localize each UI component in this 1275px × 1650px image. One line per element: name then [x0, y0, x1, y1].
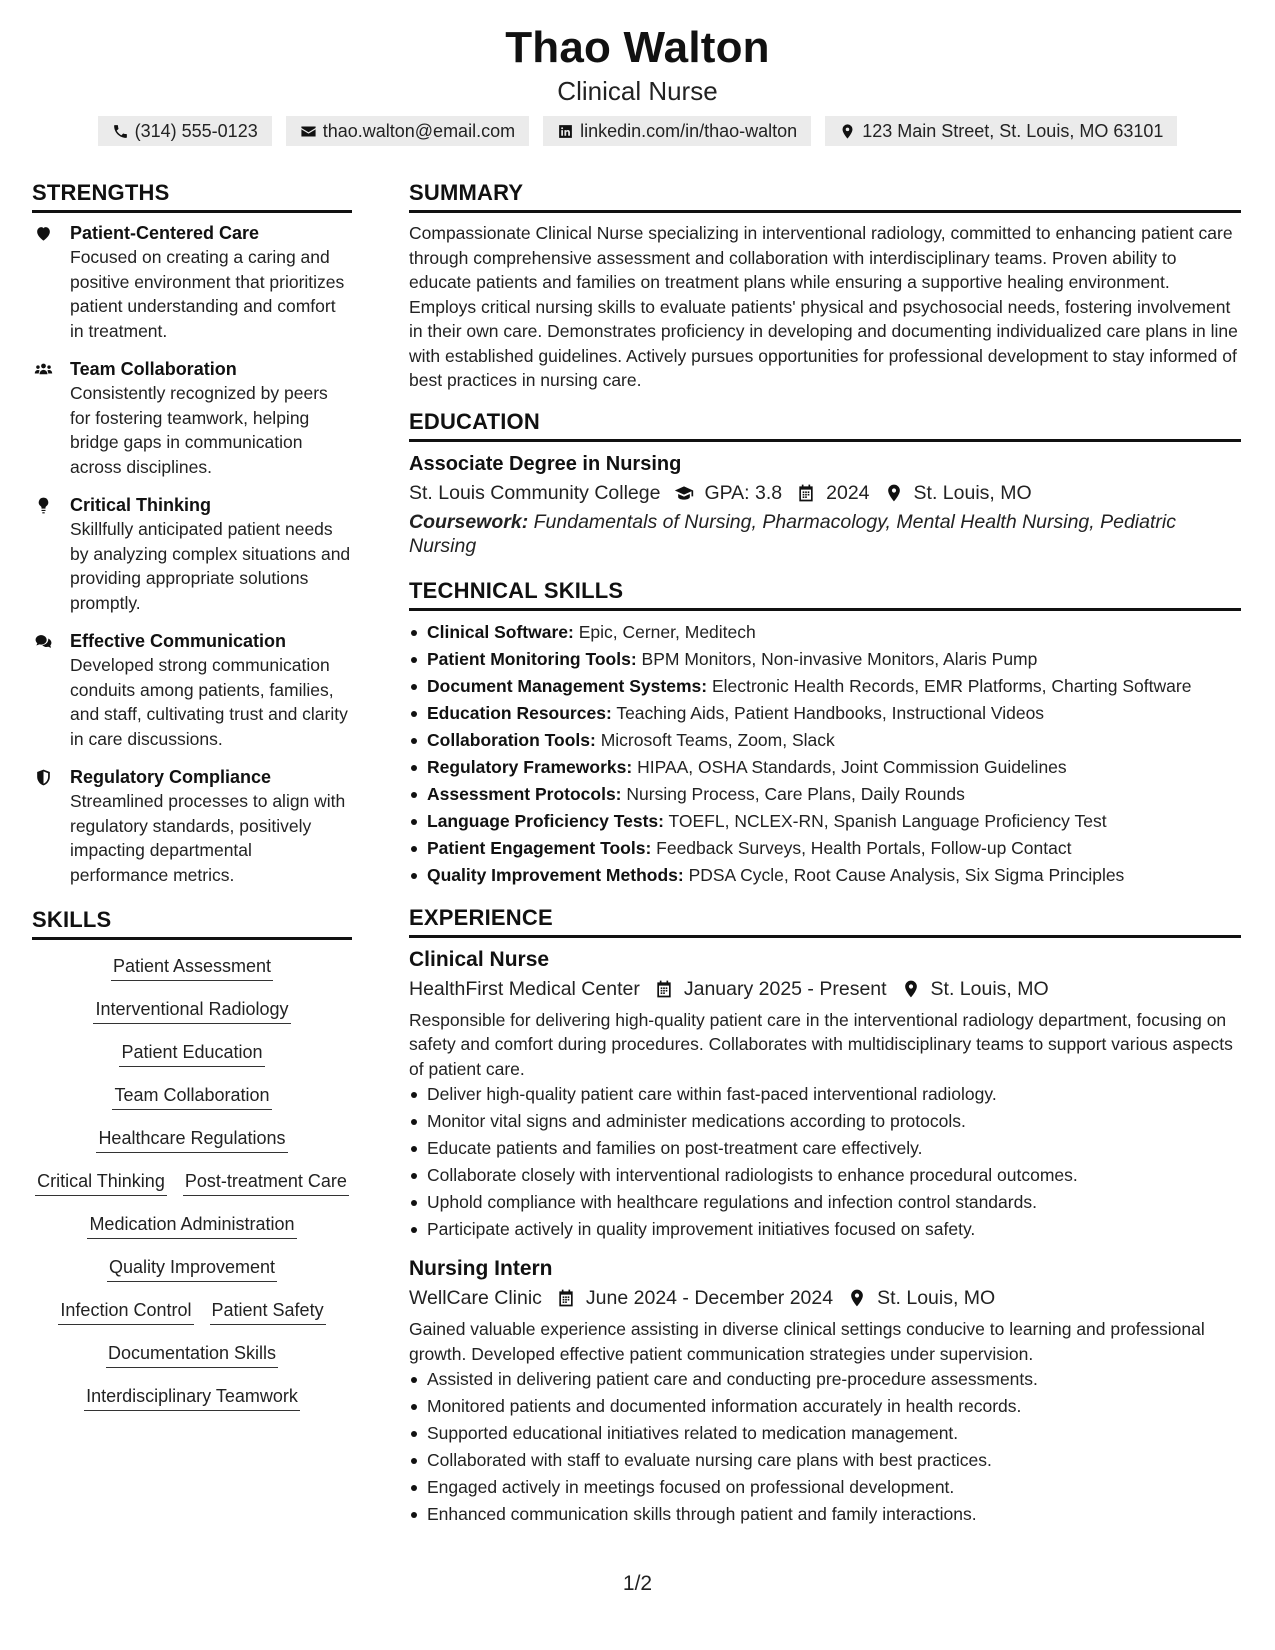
contact-linkedin[interactable] — [543, 116, 811, 146]
heart-icon — [34, 224, 53, 243]
tech-skill-label: Patient Engagement Tools: — [427, 837, 652, 858]
job-location: St. Louis, MO — [930, 977, 1049, 1000]
calendar-icon — [654, 979, 674, 999]
list-item — [409, 808, 1241, 835]
experience-heading: EXPERIENCE — [409, 903, 1241, 938]
skill-tag: Documentation Skills — [106, 1341, 278, 1368]
skill-tag: Team Collaboration — [112, 1083, 271, 1110]
strengths-heading: STRENGTHS — [32, 178, 352, 213]
job-dates: June 2024 - December 2024 — [585, 1287, 834, 1309]
list-item: Educate patients and families on post-treatment care effectively. — [409, 1135, 1241, 1162]
list-item: Monitor vital signs and administer medications according to protocols. — [409, 1108, 1241, 1135]
skill-tag: Quality Improvement — [107, 1255, 277, 1282]
tech-skill-label: Collaboration Tools: — [427, 729, 596, 750]
skill-tag: Healthcare Regulations — [96, 1126, 287, 1153]
resume-header — [0, 22, 1275, 146]
list-item — [409, 781, 1241, 808]
calendar-icon — [556, 1288, 576, 1308]
strength-item — [32, 221, 352, 343]
map-pin-icon — [847, 1288, 867, 1308]
strength-heading: Team Collaboration — [70, 359, 237, 379]
list-item: Monitored patients and documented information accurately in health records. — [409, 1393, 1241, 1420]
company-name: HealthFirst Medical Center — [409, 977, 640, 1000]
list-item: Uphold compliance with healthcare regulations and infection control standards. — [409, 1189, 1241, 1216]
degree-title: Associate Degree in Nursing — [409, 452, 682, 475]
skill-tag: Post-treatment Care — [183, 1169, 349, 1196]
job-meta — [409, 974, 1241, 1004]
strength-description: Skillfully anticipated patient needs by analyzing complex situations and providing appropriate solutions promptly. — [70, 519, 351, 613]
list-item — [409, 700, 1241, 727]
list-item: Collaborated with staff to evaluate nursing care plans with best practices. — [409, 1447, 1241, 1474]
tech-skill-value: PDSA Cycle, Root Cause Analysis, Six Sigma Principles — [688, 864, 1125, 885]
phone-icon — [112, 123, 129, 140]
tech-skill-value: Feedback Surveys, Health Portals, Follow-up Contact — [656, 837, 1072, 858]
coursework-label: Coursework: — [409, 510, 529, 533]
list-item: Deliver high-quality patient care within fast-paced interventional radiology. — [409, 1081, 1241, 1108]
graduation-cap-icon — [674, 483, 694, 503]
job-title: Clinical Nurse — [409, 947, 550, 971]
contact-email-text: thao.walton@email.com — [322, 121, 516, 141]
technical-skills-heading: TECHNICAL SKILLS — [409, 576, 1241, 611]
tech-skill-label: Document Management Systems: — [427, 675, 708, 696]
list-item — [409, 673, 1241, 700]
tech-skill-value: Microsoft Teams, Zoom, Slack — [600, 729, 835, 750]
tech-skill-label: Assessment Protocols: — [427, 783, 622, 804]
list-item: Collaborate closely with interventional radiologists to enhance procedural outcomes. — [409, 1162, 1241, 1189]
strength-description: Focused on creating a caring and positive environment that prioritizes patient understanding and comfort in treatment. — [70, 247, 345, 341]
education-meta — [409, 478, 1241, 508]
map-pin-icon — [839, 123, 856, 140]
tech-skill-label: Education Resources: — [427, 702, 612, 723]
tech-skill-label: Language Proficiency Tests: — [427, 810, 664, 831]
list-item: Engaged actively in meetings focused on professional development. — [409, 1474, 1241, 1501]
skill-tag: Interdisciplinary Teamwork — [84, 1384, 300, 1411]
skill-tag: Critical Thinking — [35, 1169, 167, 1196]
strength-item — [32, 629, 352, 751]
contact-email[interactable] — [286, 116, 529, 146]
contact-phone-text: (314) 555-0123 — [134, 121, 258, 141]
strength-heading: Critical Thinking — [70, 495, 212, 515]
envelope-icon — [300, 123, 317, 140]
strength-item — [32, 493, 352, 615]
tech-skill-value: Nursing Process, Care Plans, Daily Rounds — [626, 783, 965, 804]
shield-icon — [34, 768, 53, 787]
calendar-icon — [796, 483, 816, 503]
strength-description: Consistently recognized by peers for fostering teamwork, helping bridge gaps in communication across disciplines. — [70, 383, 328, 477]
tech-skill-value: BPM Monitors, Non-invasive Monitors, Alaris Pump — [641, 648, 1038, 669]
skill-tag: Infection Control — [58, 1298, 193, 1325]
coursework-list: Fundamentals of Nursing, Pharmacology, Mental Health Nursing, Pediatric Nursing — [409, 510, 1176, 557]
tech-skill-label: Patient Monitoring Tools: — [427, 648, 637, 669]
list-item — [409, 754, 1241, 781]
job-entry — [409, 946, 1241, 1244]
candidate-name: Thao Walton — [505, 23, 770, 72]
strength-heading: Regulatory Compliance — [70, 767, 272, 787]
tech-skill-label: Clinical Software: — [427, 621, 574, 642]
map-pin-icon — [884, 483, 904, 503]
strength-heading: Effective Communication — [70, 631, 287, 651]
gpa: GPA: 3.8 — [704, 481, 783, 504]
left-column — [32, 178, 352, 1411]
tech-skill-label: Quality Improvement Methods: — [427, 864, 684, 885]
list-item: Enhanced communication skills through patient and family interactions. — [409, 1501, 1241, 1528]
coursework — [409, 510, 1241, 558]
list-item: Assisted in delivering patient care and conducting pre-procedure assessments. — [409, 1366, 1241, 1393]
contact-bar — [0, 116, 1275, 146]
strength-description: Streamlined processes to align with regulatory standards, positively impacting departmental performance metrics. — [70, 791, 346, 885]
job-description: Responsible for delivering high-quality patient care in the interventional radiology department, focusing on safety and comfort during procedures. Collaborates with multidisciplinary teams to support various aspects of patient care. — [409, 1009, 1233, 1079]
summary-text: Compassionate Clinical Nurse specializing in interventional radiology, committed to enhancing patient care through comprehensive assessment and collaboration with interdisciplinary teams. Proven ability to educate patients and families on treatment plans while ensuring a supportive healing environment. Employs critical nursing skills to evaluate patients' physical and psychosocial needs, fostering involvement in their own care. Demonstrates proficiency in developing and documenting individualized care plans in line with established guidelines. Actively pursues opportunities for professional development to stay informed of best practices in nursing care. — [409, 223, 1238, 390]
chat-bubbles-icon — [34, 632, 53, 651]
skill-tag: Medication Administration — [87, 1212, 296, 1239]
tech-skill-value: Epic, Cerner, Meditech — [578, 621, 756, 642]
company-name: WellCare Clinic — [409, 1287, 542, 1309]
skills-heading: SKILLS — [32, 905, 352, 940]
list-item — [409, 619, 1241, 646]
graduation-year: 2024 — [826, 481, 870, 504]
list-item — [409, 835, 1241, 862]
contact-linkedin-text: linkedin.com/in/thao-walton — [580, 121, 798, 141]
skill-tag: Patient Safety — [210, 1298, 326, 1325]
summary-heading: SUMMARY — [409, 178, 1241, 213]
job-location: St. Louis, MO — [877, 1287, 996, 1309]
tech-skill-label: Regulatory Frameworks: — [427, 756, 633, 777]
education-location: St. Louis, MO — [913, 481, 1032, 504]
skill-tag: Patient Education — [119, 1040, 264, 1067]
map-pin-icon — [901, 979, 921, 999]
strength-item — [32, 765, 352, 887]
tech-skill-value: TOEFL, NCLEX-RN, Spanish Language Proficiency Test — [668, 810, 1107, 831]
contact-address-text: 123 Main Street, St. Louis, MO 63101 — [862, 121, 1164, 141]
job-title: Nursing Intern — [409, 1257, 553, 1280]
job-bullets — [409, 1081, 1241, 1243]
tech-skill-value: Electronic Health Records, EMR Platforms, Charting Software — [711, 675, 1192, 696]
right-column — [409, 178, 1241, 1528]
list-item — [409, 646, 1241, 673]
candidate-title: Clinical Nurse — [557, 76, 718, 106]
job-description: Gained valuable experience assisting in diverse clinical settings conducive to learning and professional growth. Developed effective patient communication strategies under supervision. — [409, 1319, 1205, 1364]
school-name: St. Louis Community College — [409, 481, 661, 504]
list-item: Supported educational initiatives related to medication management. — [409, 1420, 1241, 1447]
technical-skills-list — [409, 619, 1241, 889]
education-heading: EDUCATION — [409, 407, 1241, 442]
job-bullets — [409, 1366, 1241, 1528]
skills-list — [32, 948, 352, 1411]
list-item: Participate actively in quality improvement initiatives focused on safety. — [409, 1216, 1241, 1243]
linkedin-icon — [557, 123, 574, 140]
strength-heading: Patient-Centered Care — [70, 223, 260, 243]
job-dates: January 2025 - Present — [683, 977, 887, 1000]
page-number: 1/2 — [622, 1572, 653, 1595]
skill-tag: Patient Assessment — [111, 954, 273, 981]
users-icon — [34, 360, 53, 379]
skill-tag: Interventional Radiology — [93, 997, 290, 1024]
contact-address — [825, 116, 1177, 146]
strength-item — [32, 357, 352, 479]
tech-skill-value: Teaching Aids, Patient Handbooks, Instructional Videos — [616, 702, 1045, 723]
lightbulb-icon — [34, 496, 53, 515]
tech-skill-value: HIPAA, OSHA Standards, Joint Commission Guidelines — [637, 756, 1067, 777]
list-item — [409, 727, 1241, 754]
contact-phone[interactable] — [98, 116, 272, 146]
job-entry — [409, 1255, 1241, 1528]
list-item — [409, 862, 1241, 889]
job-meta — [409, 1283, 1241, 1313]
strength-description: Developed strong communication conduits among patients, families, and staff, cultivating trust and clarity in care discussions. — [70, 655, 348, 749]
